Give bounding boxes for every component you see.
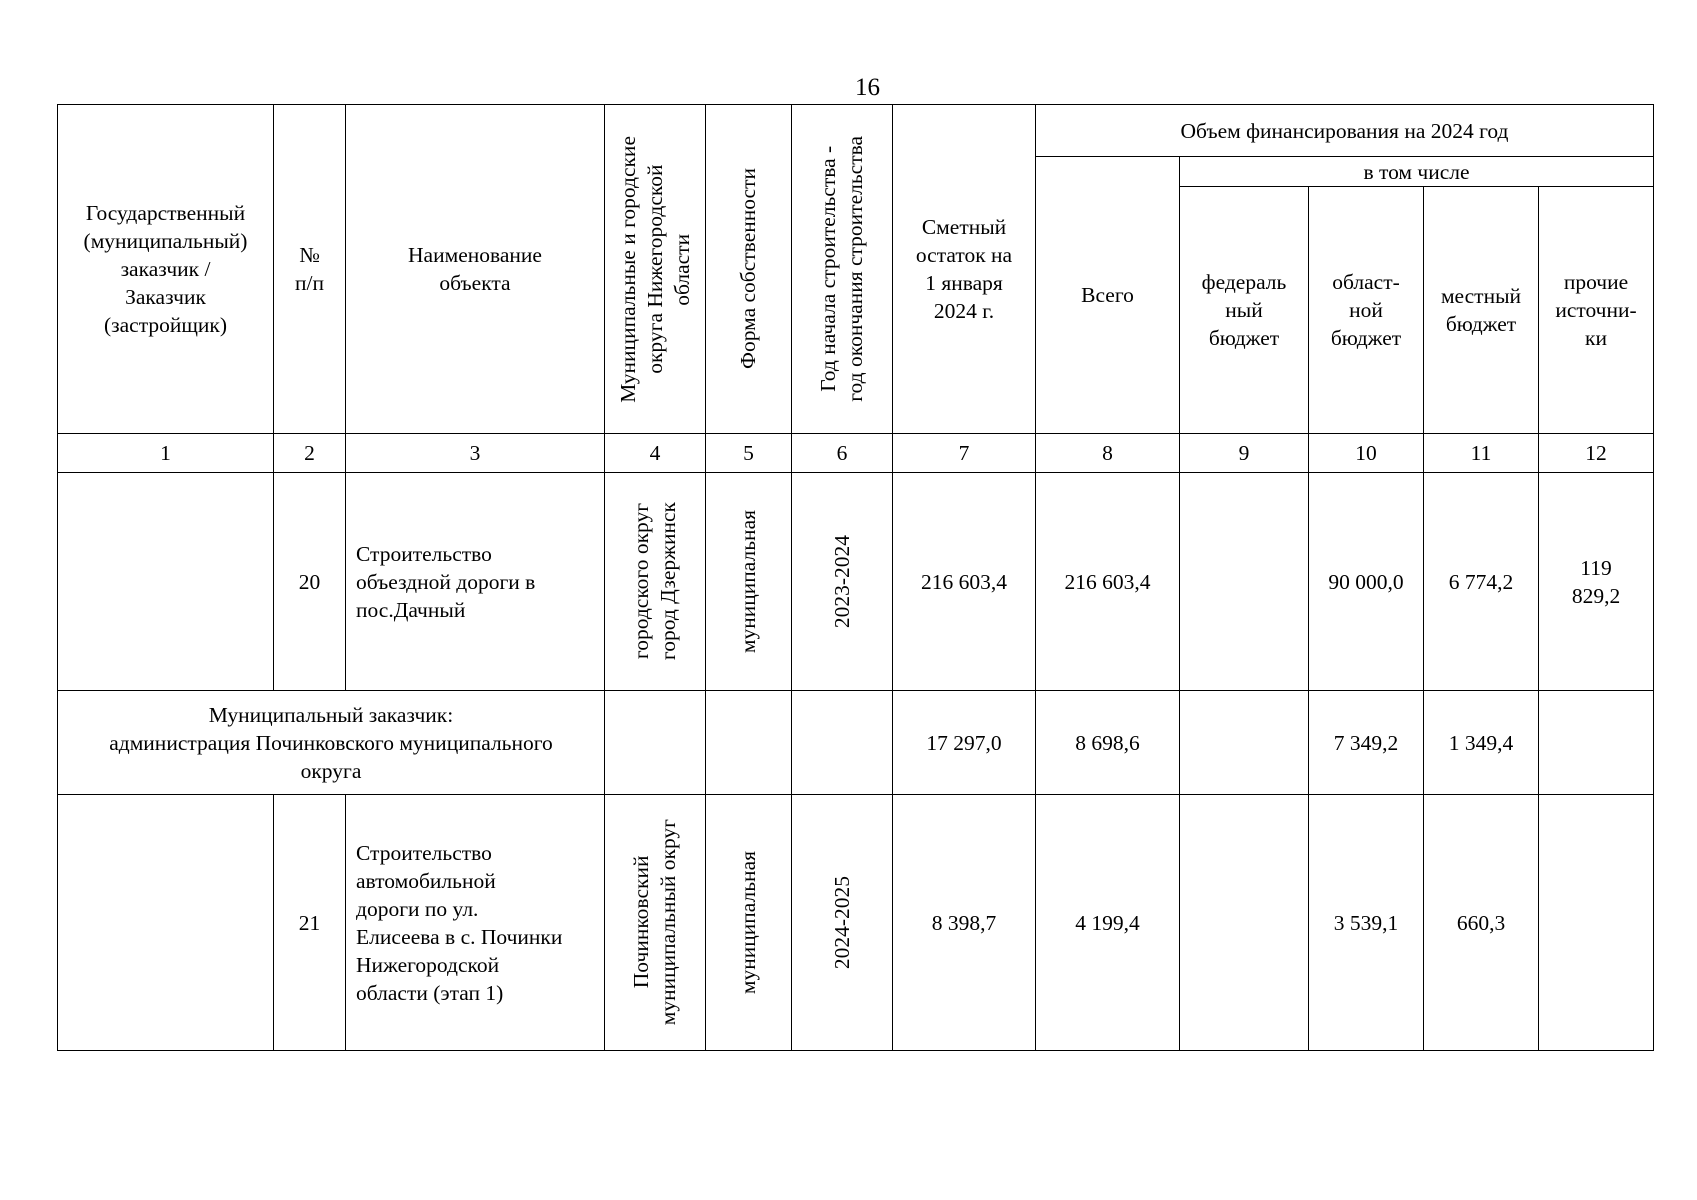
financing-total: 216 603,4 (1036, 473, 1180, 691)
header-total: Всего (1036, 157, 1180, 434)
ownership-form: муниципальная (736, 850, 760, 995)
header-district: Муниципальные и городские округа Нижегородской области (615, 135, 694, 403)
other-sources (1539, 691, 1654, 795)
header-district-cell (605, 105, 706, 434)
financing-total: 8 698,6 (1036, 691, 1180, 795)
district-name: городского округ город Дзержинск (629, 502, 680, 661)
estimated-remainder: 216 603,4 (893, 473, 1036, 691)
financing-total: 4 199,4 (1036, 795, 1180, 1051)
other-sources (1539, 795, 1654, 1051)
column-number: 4 (605, 434, 706, 473)
header-object-name: Наименование объекта (346, 105, 605, 434)
column-number: 10 (1309, 434, 1424, 473)
construction-financing-table (57, 104, 1654, 1051)
column-number: 11 (1424, 434, 1539, 473)
regional-budget: 3 539,1 (1309, 795, 1424, 1051)
ownership-form: муниципальная (736, 509, 760, 654)
header-ownership: Форма собственности (736, 168, 760, 370)
ownership-cell (706, 473, 792, 691)
column-number: 8 (1036, 434, 1180, 473)
district-cell (605, 691, 706, 795)
table-row (58, 473, 1654, 691)
regional-budget: 90 000,0 (1309, 473, 1424, 691)
page-number: 16 (855, 74, 880, 101)
header-federal-budget: федераль ный бюджет (1180, 187, 1309, 434)
column-number: 2 (274, 434, 346, 473)
column-number: 3 (346, 434, 605, 473)
federal-budget (1180, 473, 1309, 691)
customer-cell (58, 473, 274, 691)
regional-budget: 7 349,2 (1309, 691, 1424, 795)
header-row-1 (58, 105, 1654, 157)
column-number: 9 (1180, 434, 1309, 473)
customer-cell (58, 795, 274, 1051)
row-number: 21 (274, 795, 346, 1051)
construction-years: 2024-2025 (829, 875, 854, 970)
district-cell (605, 473, 706, 691)
district-cell (605, 795, 706, 1051)
other-sources: 119 829,2 (1539, 473, 1654, 691)
construction-years: 2023-2024 (829, 534, 854, 629)
object-name: Строительство объездной дороги в пос.Дачный (346, 473, 605, 691)
local-budget: 1 349,4 (1424, 691, 1539, 795)
header-including: в том числе (1180, 157, 1654, 187)
federal-budget (1180, 691, 1309, 795)
column-number: 6 (792, 434, 893, 473)
years-cell (792, 691, 893, 795)
column-number: 7 (893, 434, 1036, 473)
group-row (58, 691, 1654, 795)
column-number: 5 (706, 434, 792, 473)
object-name: Строительство автомобильной дороги по ул. Елисеева в с. Починки Нижегородской области (этап 1) (346, 795, 605, 1051)
header-years-cell (792, 105, 893, 434)
estimated-remainder: 8 398,7 (893, 795, 1036, 1051)
column-number: 12 (1539, 434, 1654, 473)
header-ownership-cell (706, 105, 792, 434)
local-budget: 660,3 (1424, 795, 1539, 1051)
column-number: 1 (58, 434, 274, 473)
ownership-cell (706, 795, 792, 1051)
municipal-customer-label: Муниципальный заказчик: администрация Починковского муниципального округа (58, 691, 605, 795)
estimated-remainder: 17 297,0 (893, 691, 1036, 795)
federal-budget (1180, 795, 1309, 1051)
header-other-sources: прочие источни- ки (1539, 187, 1654, 434)
table-row (58, 795, 1654, 1051)
header-years: Год начала строительства - год окончания строительства (816, 136, 867, 402)
ownership-cell (706, 691, 792, 795)
years-cell (792, 795, 893, 1051)
years-cell (792, 473, 893, 691)
header-regional-budget: област- ной бюджет (1309, 187, 1424, 434)
district-name: Починковский муниципальный округ (629, 819, 680, 1026)
row-number: 20 (274, 473, 346, 691)
header-local-budget: местный бюджет (1424, 187, 1539, 434)
local-budget: 6 774,2 (1424, 473, 1539, 691)
column-numbers-row (58, 434, 1654, 473)
header-estimated-remainder: Сметный остаток на 1 января 2024 г. (893, 105, 1036, 434)
header-financing-title: Объем финансирования на 2024 год (1036, 105, 1654, 157)
header-number: № п/п (274, 105, 346, 434)
header-customer: Государственный (муниципальный) заказчик / Заказчик (застройщик) (58, 105, 274, 434)
